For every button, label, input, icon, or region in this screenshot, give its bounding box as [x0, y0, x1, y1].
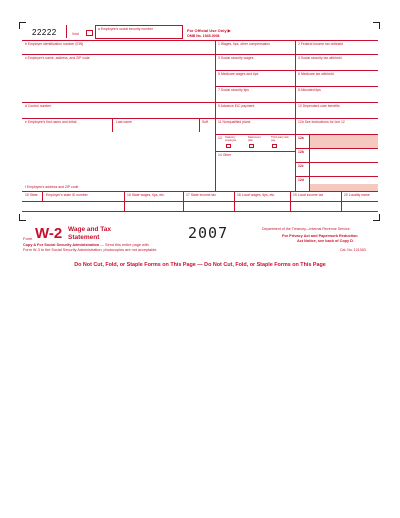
box-13-retirement-label: Retirement plan	[248, 136, 261, 142]
box-11-label: 11 Nonqualified plans	[218, 120, 251, 124]
grid-state-bottom	[22, 201, 378, 202]
line-9	[215, 118, 378, 119]
shaded-cell-12d	[310, 184, 378, 191]
box-a-ssn[interactable]	[95, 25, 183, 39]
state-div-5	[290, 191, 291, 211]
cat-no: Cat. No. 10134D	[340, 248, 367, 252]
box-b-label: b Employer identification number (EIN)	[25, 42, 84, 46]
statutory-checkbox[interactable]	[226, 144, 231, 148]
crop-mark-top-left	[19, 22, 26, 23]
e-divider-1	[112, 118, 113, 132]
box-c-label: c Employer's name, address, and ZIP code	[25, 56, 90, 60]
box-17-label: 17 State income tax	[186, 193, 216, 197]
crop-mark-bottom-left	[19, 220, 26, 221]
box-a-label: a Employee's social security number	[98, 27, 153, 31]
box-12a-label: 12a See instructions for box 12	[298, 120, 345, 124]
box-15-id-label: Employer's state ID number	[46, 193, 88, 197]
void-label: Void	[72, 32, 79, 36]
line-b	[22, 54, 215, 55]
shaded-cell-12a	[310, 135, 378, 148]
state-div-2	[124, 191, 125, 211]
box-19-label: 19 Local income tax	[293, 193, 324, 197]
crop-mark-top-right-v	[379, 22, 380, 29]
box-7-label: 7 Social security tips	[218, 88, 249, 92]
privacy-1: For Privacy Act and Paperwork Reduction	[282, 234, 358, 238]
state-div-6	[341, 191, 342, 211]
line-12d-top	[295, 176, 378, 177]
box-e-first-label: e Employee's first name and initial	[25, 120, 77, 124]
line-11	[215, 134, 295, 135]
box-18-label: 18 Local wages, tips, etc.	[237, 193, 276, 197]
box-12a-code-label: 12a	[298, 136, 304, 140]
form-label: Form	[23, 236, 33, 241]
line-12c-top	[295, 162, 378, 163]
state-div-3	[183, 191, 184, 211]
tax-year: 2007	[188, 224, 229, 242]
line-c	[22, 102, 215, 103]
box-5-label: 5 Medicare wages and tips	[218, 72, 259, 76]
box-16-label: 16 State wages, tips, etc.	[127, 193, 165, 197]
copy-a-bold: Copy A For Social Security Administration	[23, 243, 100, 247]
box-13-label: 13	[218, 136, 222, 140]
line-7	[215, 102, 378, 103]
grid-top-line	[22, 40, 378, 41]
box-20-label: 20 Locality name	[344, 193, 370, 197]
form-name: W-2	[35, 225, 63, 242]
copy-a-line-1	[23, 243, 149, 247]
copy-a-rest: — Send this entire page with	[99, 243, 149, 247]
crop-mark-bottom-left-v	[19, 214, 20, 221]
box-10-label: 10 Dependent care benefits	[298, 104, 340, 108]
box-12b-label: 12b	[298, 150, 304, 154]
copy-a-line-2: Form W-3 to the Social Security Administration; photocopies are not acceptable.	[23, 248, 158, 252]
crop-mark-bottom-right-v	[379, 214, 380, 221]
retirement-checkbox[interactable]	[249, 144, 254, 148]
grid-bottom-line	[22, 191, 378, 192]
box-12d-label: 12d	[298, 178, 304, 182]
line-3	[215, 70, 378, 71]
box-14-label: 14 Other	[218, 153, 232, 157]
dept-treasury: Department of the Treasury—Internal Revenue Service	[262, 227, 350, 231]
line-d	[22, 118, 215, 119]
crop-mark-top-left-v	[19, 22, 20, 29]
state-div-1	[42, 191, 43, 201]
form-title-1: Wage and Tax	[68, 226, 111, 233]
e-divider-2	[199, 118, 200, 132]
official-use: For Official Use Only ▶	[187, 28, 231, 33]
omb-number: OMB No. 1545-0008	[187, 34, 220, 38]
line-12b-top	[295, 148, 378, 149]
void-checkbox[interactable]	[86, 30, 93, 36]
box-13-statutory-label: Statutory employee	[225, 136, 237, 142]
box-8-label: 8 Allocated tips	[298, 88, 321, 92]
state-div-4	[234, 191, 235, 211]
line-13	[215, 151, 295, 152]
divider	[66, 25, 67, 38]
grid-mid-divider	[215, 40, 216, 191]
box-9-label: 9 Advance EIC payment	[218, 104, 255, 108]
box-d-label: d Control number	[25, 104, 52, 108]
box-3-label: 3 Social security wages	[218, 56, 254, 60]
state-row-2-bottom	[22, 211, 378, 212]
line-1	[215, 54, 378, 55]
box-f-label: f Employee's address and ZIP code	[25, 185, 79, 189]
box-2-label: 2 Federal income tax withheld	[298, 42, 344, 46]
box-6-label: 6 Medicare tax withheld	[298, 72, 334, 76]
box-4-label: 4 Social security tax withheld	[298, 56, 342, 60]
control-code: 22222	[32, 28, 57, 37]
do-not-cut-warning: Do Not Cut, Fold, or Staple Forms on This Page — Do Not Cut, Fold, or Staple Forms on This Page	[74, 262, 326, 268]
box-e-last-label: Last name	[116, 120, 132, 124]
line-5	[215, 86, 378, 87]
box-12c-label: 12c	[298, 164, 304, 168]
privacy-2: Act Notice, see back of Copy D.	[297, 239, 354, 243]
box-e-suff-label: Suff.	[202, 120, 209, 124]
box-13-thirdparty-label: Third-party sick pay	[271, 136, 289, 142]
box-15-state-label: 15 State	[25, 193, 38, 197]
box-1-label: 1 Wages, tips, other compensation	[218, 42, 271, 46]
third-party-checkbox[interactable]	[272, 144, 277, 148]
form-title-2: Statement	[68, 234, 100, 241]
grid-right-divider	[295, 40, 296, 191]
